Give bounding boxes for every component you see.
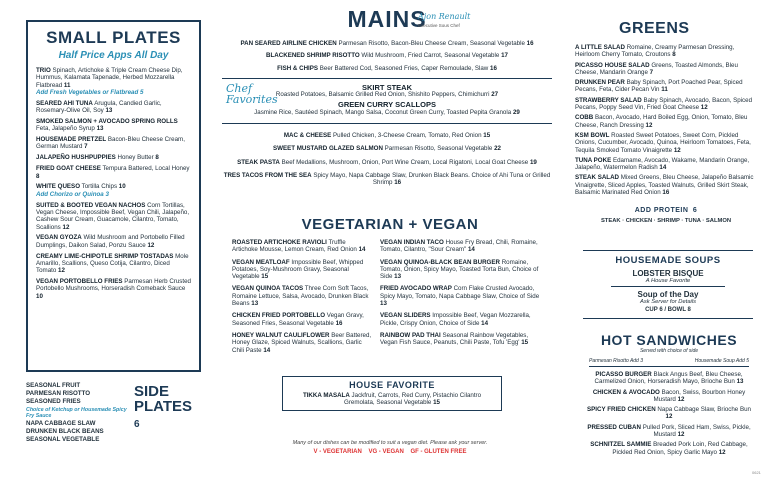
- side-plates-list: [26, 382, 134, 444]
- small-plate-note-price: 5: [139, 88, 144, 96]
- favorite-name: SKIRT STEAK: [361, 82, 412, 92]
- green-item-price: 12: [700, 104, 708, 112]
- side-plate-name: PARMESAN RISOTTO: [26, 390, 91, 398]
- chef-favorites-label: Chef Favorites: [226, 81, 278, 106]
- veg-right-item-desc: Seasonal Rainbow Vegetables, Vegan Fish Sauce, Peanuts, Chili Paste, Tofu 'Egg': [380, 331, 529, 347]
- main-item: [222, 40, 552, 47]
- small-plate-item-price: 10: [36, 292, 43, 300]
- green-item-desc: Baby Spinach, Avocado, Bacon, Spiced Pecans, Poppy Seed Vin, Fried Goat Cheese: [575, 96, 753, 112]
- veg-left-item: [232, 239, 372, 254]
- green-item: [575, 174, 757, 196]
- small-plate-item-desc: Corn Tortillas, Vegan Cheese, Impossible Beef, Vegan Chili, Jalapeño, Cashew Sour Cream, Guacamole, Cilantro, Tomato, Scallions: [36, 201, 190, 231]
- veg-right-item-desc: Impossible Beef, Vegan Mozzarella, Pickle, Crispy Onion, Choice of Side: [380, 312, 531, 327]
- small-plate-item: [36, 165, 191, 180]
- veg-left-item: [232, 259, 372, 281]
- small-plate-item-price: 13: [105, 107, 113, 115]
- house-favorite-desc: Jackfruit, Carrots, Red Curry, Pistachio Cilantro Gremolata, Seasonal Vegetable: [344, 392, 482, 407]
- favorite-name: GREEN CURRY SCALLOPS: [338, 100, 436, 110]
- soups-title: HOUSEMADE SOUPS: [615, 255, 721, 266]
- green-item-price: 16: [662, 189, 670, 197]
- mains-title: MAINS: [347, 6, 427, 32]
- add-protein-block: [575, 199, 757, 224]
- favorite-price: 29: [512, 108, 520, 116]
- sandwich-item: [583, 406, 755, 421]
- side-plate-name: DRUNKEN BLACK BEANS: [26, 427, 104, 435]
- side-plate-item: [26, 420, 134, 428]
- mains-signature: Ajon Renault: [418, 12, 471, 21]
- small-plate-note-text: Add Chorizo or Quinoa: [36, 190, 104, 198]
- soup-of-day-note: Ask Server for Details: [639, 299, 697, 305]
- sandwich-price: 12: [718, 448, 726, 456]
- veg-footer: [222, 440, 558, 455]
- sandwich-name: CHICKEN & AVOCADO: [592, 388, 660, 396]
- green-item-name: A LITTLE SALAD: [575, 44, 625, 51]
- mains-list: [222, 40, 552, 72]
- main-more-item: [222, 172, 552, 187]
- veg-right-item-name: VEGAN QUINOA-BLACK BEAN BURGER: [380, 258, 500, 266]
- main-more-item: [222, 159, 552, 166]
- side-plates-title-text: SIDE PLATES: [134, 383, 193, 415]
- veg-right-item-desc: Romaine, Tomato, Onion, Spicy Mayo, Toasted Torta Bun, Choice of Side: [380, 258, 539, 281]
- main-more-item-name: TRES TACOS FROM THE SEA: [223, 171, 312, 179]
- green-item-name: KSM BOWL: [575, 131, 610, 139]
- veg-left-item-price: 16: [335, 319, 343, 327]
- veg-right-item-name: FRIED AVOCADO WRAP: [380, 285, 452, 293]
- small-plate-item-name: HOUSEMADE PRETZEL: [36, 136, 107, 144]
- small-plates-subtitle: Half Price Apps All Day: [58, 50, 169, 61]
- sandwiches-list: [583, 371, 755, 456]
- veg-left-item: [232, 285, 372, 307]
- soup-of-day: Soup of the Day: [637, 290, 699, 299]
- small-plate-item-price: 10: [118, 183, 126, 191]
- small-plate-item-price: 12: [147, 241, 155, 249]
- veg-right-item: [380, 312, 540, 327]
- small-plate-item-price: 12: [58, 267, 65, 275]
- side-plates-price: 6: [134, 419, 140, 430]
- main-item-price: 16: [526, 40, 534, 47]
- small-plate-item-desc: Feta, Jalapeño Syrup: [36, 125, 95, 133]
- greens-title: GREENS: [619, 20, 690, 37]
- small-plate-item-price: 8: [155, 154, 159, 162]
- favorite-price: 27: [491, 91, 499, 99]
- soup-sizes: CUP 6 / BOWL 8: [645, 307, 691, 313]
- small-plates-title: SMALL PLATES: [46, 28, 181, 47]
- side-plate-name: SEASONAL FRUIT: [26, 382, 81, 389]
- veg-left-item-price: 13: [251, 300, 259, 308]
- small-plate-item-name: VEGAN GYOZA: [36, 234, 82, 242]
- main-item: [222, 65, 552, 72]
- green-item-name: DRUNKEN PEAR: [575, 79, 625, 87]
- small-plate-item-name: SEARED AHI TUNA: [36, 99, 93, 107]
- veg-title: VEGETARIAN + VEGAN: [301, 216, 479, 233]
- veg-right-item: [380, 332, 540, 347]
- sandwich-name: SPICY FRIED CHICKEN: [587, 406, 656, 414]
- small-plate-item: [36, 234, 191, 249]
- sandwiches-section: [583, 332, 755, 459]
- green-item-name: STEAK SALAD: [575, 174, 620, 182]
- main-more-item-desc: Spicy Mayo, Napa Cabbage Slaw, Drunken Black Beans. Choice of Ahi Tuna or Grilled Shrimp: [313, 171, 551, 187]
- small-plate-item: [36, 202, 191, 231]
- green-item-price: 12: [673, 146, 681, 154]
- veg-left-item-desc: Three Corn Soft Tacos, Romaine Lettuce, Salsa, Avocado, Drunken Black Beans: [232, 285, 369, 308]
- green-item-price: 11: [661, 86, 668, 94]
- favorite-desc: Roasted Potatoes, Balsamic Grilled Red Onion, Shishito Peppers, Chimichurri: [275, 91, 490, 99]
- small-plate-item-note: [36, 89, 191, 96]
- small-plate-item-desc: Arugula, Candied Garlic, Rosemary-Olive Oil, Soy: [36, 99, 162, 115]
- sandwich-desc: Pulled Pork, Sliced Ham, Swiss, Pickle, Mustard: [642, 423, 751, 439]
- side-plate-item: [26, 428, 134, 436]
- sandwich-name: PICASSO BURGER: [595, 371, 652, 378]
- veg-left-item-name: VEGAN MEATLOAF: [232, 258, 290, 266]
- greens-list: [575, 44, 757, 196]
- small-plate-item: [36, 100, 191, 115]
- small-plate-item-price: 13: [96, 125, 104, 133]
- main-more-item-price: 15: [483, 132, 491, 140]
- house-favorite-item: [287, 392, 497, 407]
- veg-right-item-price: 14: [481, 319, 489, 327]
- sandwich-item: [583, 424, 755, 439]
- veg-right-item-price: 13: [380, 300, 387, 308]
- sandwiches-subtitle: Served with choice of side: [639, 348, 699, 354]
- green-item-name: COBB: [575, 114, 594, 122]
- green-item-desc: Roasted Sweet Potatoes, Sweet Corn, Pickled Onions, Cucumber, Avocado, Quinoa, Heirloom Tomatoes, Feta, Tequila Smoked Tomato Vinaigrette: [575, 131, 751, 154]
- bisque-note: A House Favorite: [611, 278, 725, 287]
- main-more-item-price: 16: [394, 179, 402, 187]
- small-plate-item-price: 7: [84, 143, 88, 151]
- green-item-desc: Greens, Toasted Almonds, Bleu Cheese, Mandarin Orange: [575, 61, 738, 76]
- main-item-name: FISH & CHIPS: [277, 64, 319, 72]
- veg-left-item-name: HONEY WALNUT CAULIFLOWER: [232, 331, 330, 339]
- main-more-item-desc: Pulled Chicken, 3-Cheese Cream, Tomato, Red Onion: [333, 132, 482, 140]
- small-plate-item-desc: Tortilla Chips: [81, 183, 118, 191]
- small-plate-note-text: Add Fresh Vegetables or Flatbread: [36, 88, 139, 96]
- menu-code: 0621: [752, 470, 761, 475]
- small-plate-item-desc: Parmesan Herb Crusted Portobello Mushrooms, Horseradish Comeback Sauce: [36, 278, 191, 293]
- small-plate-item: [36, 278, 191, 300]
- house-favorite-price: 15: [433, 399, 440, 407]
- veg-footer-note: Many of our dishes can be modified to suit a vegan diet. Please ask your server.: [292, 440, 488, 446]
- diet-legend: V - VEGETARIAN VG - VEGAN GF - GLUTEN FREE: [313, 449, 467, 455]
- small-plate-item-desc: Spinach, Artichoke & Triple Cream Cheese Dip, Hummus, Kalamata Tapenade, Herbed Mozzarella Flatbread: [36, 67, 183, 89]
- small-plate-item: [36, 183, 191, 198]
- mains-signature-sub: Executive Sous Chef: [418, 23, 460, 28]
- side-plate-name: NAPA CABBAGE SLAW: [26, 419, 96, 427]
- small-plate-item-name: JALAPEÑO HUSHPUPPIES: [36, 154, 116, 162]
- sandwich-price: 12: [665, 413, 673, 421]
- fries-note: Choice of Ketchup or Housemade Spicy Fry Sauce: [26, 406, 127, 419]
- green-item-price: 12: [645, 121, 653, 129]
- main-item-desc: Beer Battered Cod, Seasoned Fries, Caper Remoulade, Slaw: [319, 64, 489, 72]
- sandwich-desc: Breaded Pork Loin, Red Cabbage, Pickled Red Onion, Spicy Garlic Mayo: [612, 441, 748, 456]
- veg-right-item-name: VEGAN SLIDERS: [380, 312, 431, 320]
- small-plate-item-name: WHITE QUESO: [36, 183, 81, 191]
- main-more-item-desc: Parmesan Risotto, Seasonal Vegetable: [384, 145, 493, 153]
- soup-addon: Housemade Soup Add 5: [694, 358, 749, 364]
- green-item-desc: Romaine, Creamy Parmesan Dressing, Heirloom Cherry Tomato, Croutons: [575, 44, 735, 59]
- small-plate-item-desc: Bacon-Bleu Cheese Cream, German Mustard: [36, 136, 185, 151]
- veg-left-item-price: 14: [358, 246, 366, 254]
- small-plate-item-desc: Wild Mushroom and Portobello Filled Dumplings, Daikon Salad, Ponzu Sauce: [36, 234, 185, 249]
- small-plate-item: [36, 154, 191, 161]
- veg-section: [222, 216, 558, 428]
- soups-section: [583, 250, 753, 319]
- small-plate-item-name: TRIO: [36, 67, 51, 74]
- small-plate-item: [36, 118, 191, 133]
- veg-left-item-desc: Beer Battered, Honey Glaze, Spiced Walnuts, Scallions, Garlic Chili Paste: [232, 331, 372, 354]
- veg-right-item-name: RAINBOW PAD THAI: [380, 331, 441, 339]
- favorite-desc: Jasmine Rice, Sautéed Spinach, Mango Salsa, Coconut Green Curry, Toasted Pepita Granola: [254, 108, 512, 116]
- sandwich-name: SCHNITZEL SAMMIE: [590, 441, 652, 449]
- veg-right-item: [380, 239, 540, 254]
- veg-left-item: [232, 312, 372, 327]
- green-item-desc: Bacon, Avocado, Hard Boiled Egg, Onion, Tomato, Bleu Cheese, Ranch Dressing: [575, 114, 748, 129]
- veg-left-item-desc: Vegan Gravy, Seasoned Fries, Seasonal Vegetable: [232, 312, 364, 327]
- veg-left-item: [232, 332, 372, 354]
- sandwich-addons: [589, 358, 749, 367]
- sandwich-desc: Napa Cabbage Slaw, Brioche Bun: [657, 406, 751, 414]
- small-plate-item-price: 8: [36, 172, 40, 180]
- sandwich-price: 13: [736, 378, 744, 386]
- veg-right-column: [380, 239, 540, 359]
- veg-left-item-price: 15: [261, 273, 269, 281]
- side-plates-section: [26, 382, 201, 472]
- green-item-desc: Baby Spinach, Port Poached Pear, Spiced Pecans, Feta, Cider Pecan Vin: [575, 79, 743, 94]
- main-item-name: PAN SEARED AIRLINE CHICKEN: [240, 40, 337, 47]
- green-item: [575, 62, 757, 77]
- house-favorite-title: HOUSE FAVORITE: [349, 380, 435, 390]
- green-item-name: STRAWBERRY SALAD: [575, 96, 642, 104]
- sandwich-name: PRESSED CUBAN: [587, 423, 641, 431]
- green-item-price: 14: [659, 164, 667, 172]
- green-item-name: PICASSO HOUSE SALAD: [575, 61, 650, 69]
- small-plate-item: [36, 253, 191, 275]
- veg-left-item-price: 14: [263, 346, 271, 354]
- veg-left-column: [222, 239, 372, 359]
- mains-more-list: [222, 132, 552, 186]
- green-item-price: 7: [649, 68, 654, 76]
- veg-right-item-desc: House Fry Bread, Chili, Romaine, Tomato, Cilantro, "Sour Cream": [380, 239, 538, 254]
- small-plate-item-price: 11: [63, 81, 71, 89]
- veg-right-item-price: 15: [521, 339, 529, 347]
- small-plates-list: [36, 67, 191, 300]
- main-more-item-name: SWEET MUSTARD GLAZED SALMON: [273, 145, 383, 153]
- main-more-item-price: 19: [529, 158, 537, 166]
- side-plate-item: [26, 390, 134, 398]
- main-more-item-price: 22: [494, 145, 501, 153]
- green-item: [575, 79, 757, 94]
- main-item-price: 17: [501, 52, 508, 60]
- small-plate-item-name: SUITED & BOOTED VEGAN NACHOS: [36, 201, 146, 209]
- main-item-price: 16: [490, 64, 497, 72]
- small-plate-item-name: FRIED GOAT CHEESE: [36, 165, 101, 173]
- main-item-desc: Parmesan Risotto, Bacon-Bleu Cheese Cream, Seasonal Vegetable: [338, 40, 525, 47]
- veg-right-item-price: 14: [467, 246, 475, 254]
- side-plate-item: [26, 436, 134, 444]
- sandwich-price: 12: [677, 431, 685, 439]
- small-plate-item-price: 12: [62, 223, 70, 231]
- small-plate-item: [36, 67, 191, 96]
- sandwich-price: 12: [677, 395, 685, 403]
- green-item-name: TUNA POKE: [575, 156, 612, 164]
- main-more-item: [222, 132, 552, 139]
- veg-right-item-price: 13: [394, 273, 402, 281]
- green-item: [575, 44, 757, 59]
- side-plates-title: [134, 384, 201, 432]
- veg-left-item-name: CHICKEN FRIED PORTOBELLO: [232, 312, 326, 320]
- small-plate-item-name: VEGAN PORTOBELLO FRIES: [36, 278, 123, 286]
- main-more-item: [222, 145, 552, 152]
- main-more-item-name: STEAK PASTA: [237, 158, 280, 166]
- risotto-addon: Parmesan Risotto Add 3: [589, 358, 644, 364]
- small-plate-item-desc: Mole Amarillo, Scallions, Queso Cotija, Cilantro, Diced Tomato: [36, 252, 189, 275]
- veg-left-item-desc: Truffle Artichoke Mousse, Lemon Cream, Red Onion: [232, 239, 357, 254]
- add-protein-title: ADD PROTEIN: [634, 207, 689, 215]
- veg-right-item-name: VEGAN INDIAN TACO: [380, 239, 444, 246]
- sandwiches-title: HOT SANDWICHES: [600, 332, 738, 348]
- side-plate-name: SEASONED FRIES: [26, 398, 81, 406]
- small-plate-item-desc: Honey Butter: [117, 154, 154, 162]
- sandwich-desc: Bacon, Swiss, Bourbon Honey Mustard: [653, 388, 746, 403]
- veg-left-item-name: ROASTED ARTICHOKE RAVIOLI: [232, 239, 327, 246]
- small-plates-box: [26, 20, 201, 372]
- main-item: [222, 52, 552, 59]
- green-item: [575, 97, 757, 112]
- favorite-line: [222, 109, 552, 116]
- main-more-item-name: MAC & CHEESE: [283, 132, 332, 140]
- green-item: [575, 157, 757, 172]
- house-favorite-block: [282, 376, 502, 411]
- protein-options: STEAK · CHICKEN · SHRIMP · TUNA · SALMON: [600, 218, 732, 225]
- veg-right-item: [380, 259, 540, 281]
- sandwich-item: [583, 371, 755, 386]
- small-plate-item-name: CREAMY LIME-CHIPOTLE SHRIMP TOSTADAS: [36, 252, 174, 260]
- side-plate-name: SEASONAL VEGETABLE: [26, 436, 100, 444]
- green-item-desc: Edamame, Avocado, Wakame, Mandarin Orange, Jalapeño, Watermelon Radish: [575, 156, 750, 172]
- main-item-name: BLACKENED SHRIMP RISOTTO: [266, 52, 360, 60]
- small-plate-item: [36, 136, 191, 151]
- veg-right-item-desc: Corn Flake Crusted Avocado, Spicy Mayo, Tomato, Napa Cabbage Slaw, Choice of Side: [380, 285, 540, 300]
- veg-left-item-desc: Impossible Beef, Whipped Potatoes, Soy-Mushroom Gravy, Seasonal Vegetable: [232, 258, 364, 281]
- veg-left-item-name: VEGAN QUINOA TACOS: [232, 285, 304, 293]
- sandwich-item: [583, 441, 755, 456]
- green-item-price: 8: [672, 51, 676, 59]
- mains-section: [222, 6, 552, 193]
- main-item-desc: Wild Mushroom, Fried Carrot, Seasonal Vegetable: [361, 52, 500, 60]
- side-plate-item: [26, 382, 134, 390]
- sandwich-desc: Black Angus Beef, Bleu Cheese, Carmelized Onion, Horseradish Mayo, Brioche Bun: [594, 371, 743, 386]
- greens-section: [575, 20, 757, 224]
- house-favorite-name: TIKKA MASALA: [302, 392, 350, 399]
- main-more-item-desc: Beef Medallions, Mushroom, Onion, Port Wine Cream, Local Rigatoni, Local Goat Cheese: [281, 158, 529, 166]
- veg-right-item: [380, 285, 540, 307]
- green-item-desc: Mixed Greens, Bleu Cheese, Jalapeño Balsamic Vinaigrette, Sliced Apples, Toasted Walnuts, Grilled Skirt Steak, Balsamic Marinated Red Onion: [575, 174, 754, 197]
- small-plate-note-price: 3: [105, 190, 109, 198]
- green-item: [575, 132, 757, 154]
- small-plate-item-desc: Tempura Battered, Local Honey: [102, 165, 190, 173]
- small-plate-item-name: SMOKED SALMON + AVOCADO SPRING ROLLS: [36, 117, 178, 125]
- chef-favorites-block: [222, 78, 552, 124]
- sandwich-item: [583, 389, 755, 404]
- bisque-name: LOBSTER BISQUE: [632, 269, 704, 278]
- side-plate-item: [26, 398, 134, 418]
- small-plate-item-note: [36, 191, 191, 198]
- add-protein-price: 6: [692, 207, 698, 215]
- green-item: [575, 114, 757, 129]
